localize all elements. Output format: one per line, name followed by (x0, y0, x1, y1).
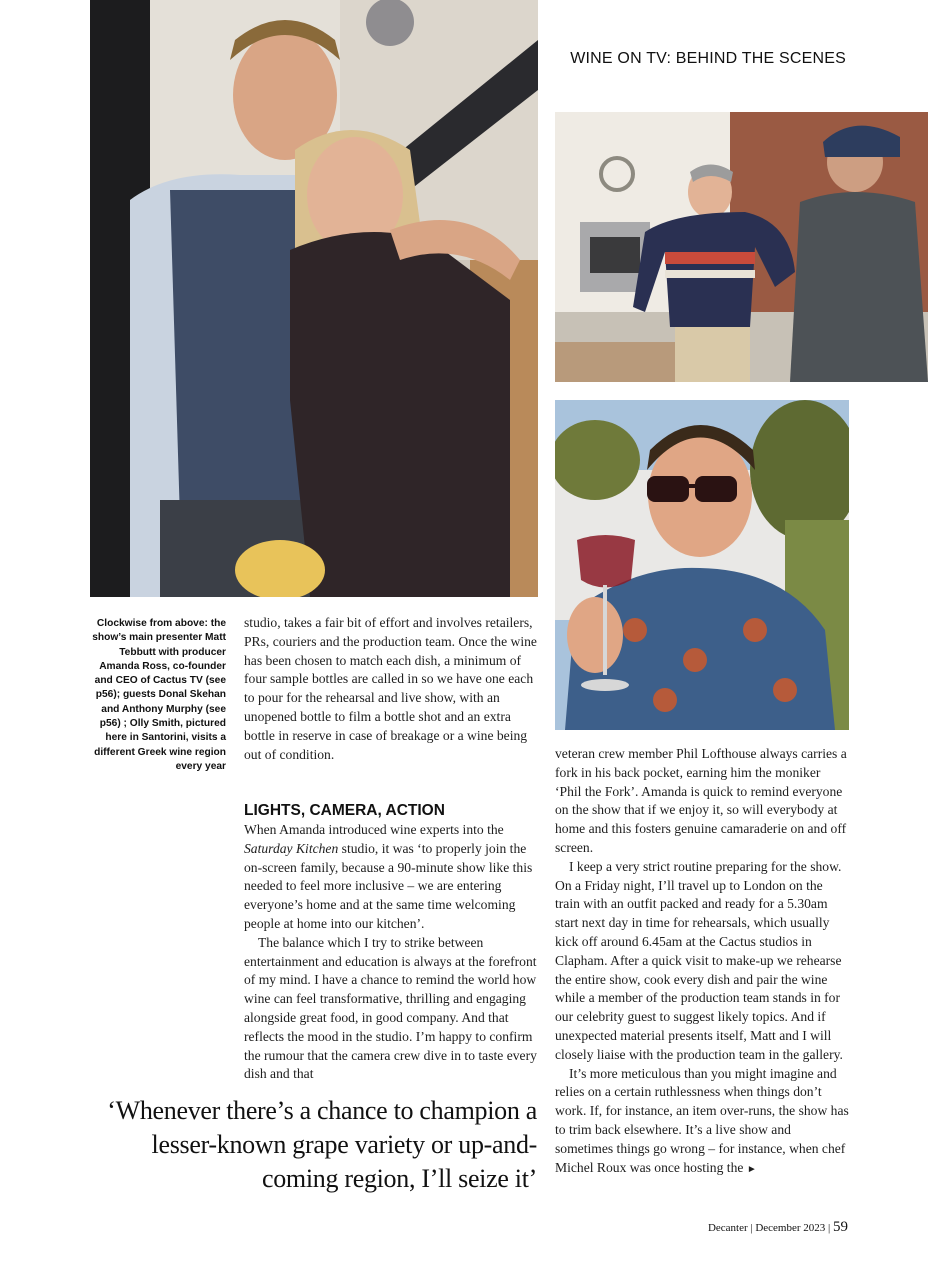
body-paragraph: I keep a very strict routine preparing for the show. On a Friday night, I’ll travel up to London on the train with an outfit packed and ready for a 5.30am start next day in time for rehearsals, which usually kick off around 6.45am at the Cactus studios in Clapham. After a quick visit to make-up we rehearse the entire show, cook every dish and pair the wine while a member of the production team stands in for our celebrity guest to suggest likely topics. And if unexpected material presents itself, Matt and I will closely liaise with the production team in the gallery. (555, 858, 843, 1062)
body-paragraph: veteran crew member Phil Lofthouse always carries a fork in his back pocket, earning him the moniker ‘Phil the Fork’. Amanda is quick to remind everyone on the show that if we enjoy it, so will everybody at home and this fosters genuine camaraderie on and off screen. (555, 746, 847, 855)
issue-date: December 2023 (755, 1222, 826, 1234)
article-column-left-bottom (244, 801, 538, 1084)
article-column-left-top (244, 614, 538, 764)
continue-arrow-icon: ► (746, 1163, 757, 1175)
photo-guests-in-kitchen (555, 112, 928, 382)
show-title-italic: Saturday Kitchen (244, 840, 339, 856)
page-footer (708, 1219, 848, 1236)
body-paragraph: It’s more meticulous than you might imagine and relies on a certain ruthlessness when things don’t work. If, for instance, an item over-runs, the show has to trim back elsewhere. It’s a live show and sometimes things go wrong – for instance, when chef Michel Roux was once hosting the ► (555, 1065, 849, 1175)
photo-olly-smith-santorini (555, 400, 849, 730)
pull-quote: ‘Whenever there’s a chance to champion a lesser-known grape variety or up-and-coming region, I’ll seize it’ (107, 1096, 537, 1193)
body-paragraph: When Amanda introduced wine experts into the Saturday Kitchen studio, it was ‘to properly join the on-screen family, because a 90-minute show like this needed to feel more inclusive – we are entering everyone’s home and at the same time welcoming people at home into our kitchen’. (244, 822, 533, 931)
footer-separator: | (750, 1222, 753, 1234)
photo-presenter-and-producer (90, 0, 538, 597)
photo-caption: Clockwise from above: the show’s main presenter Matt Tebbutt with producer Amanda Ross, co-founder and CEO of Cactus TV (see p56); guests Donal Skehan and Anthony Murphy (see p56) ; Olly Smith, pictured here in Santorini, visits a different Greek wine region every year (92, 618, 226, 772)
publication-name: Decanter (707, 1222, 748, 1234)
section-header: WINE ON TV: BEHIND THE SCENES (570, 50, 846, 67)
body-paragraph: The balance which I try to strike between entertainment and education is always at the forefront of my mind. I have a chance to remind the world how wine can feel transformative, thrilling and engaging alongside great food, in good company. And that reflects the mood in the studio. I’m happy to confirm the rumour that the camera crew dive in to taste every dish and that (244, 934, 537, 1082)
page-number: 59 (833, 1219, 848, 1235)
article-column-right (555, 745, 849, 1179)
body-paragraph: studio, takes a fair bit of effort and involves retailers, PRs, couriers and the production team. Once the wine has been chosen to match each dish, a minimum of four sample bottles are called in so we have one each to pour for the rehearsal and live show, with an unopened bottle to film a bottle shot and an extra bottle in reserve in case of breakage or a wine being out of condition. (244, 615, 537, 762)
footer-separator: | (828, 1222, 831, 1234)
section-subhead: LIGHTS, CAMERA, ACTION (244, 802, 445, 819)
